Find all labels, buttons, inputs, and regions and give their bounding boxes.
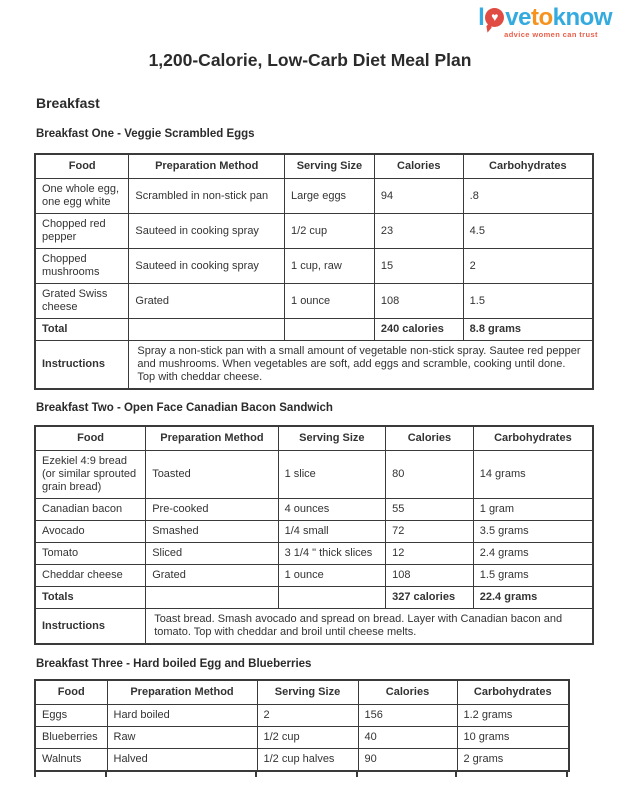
value-cell: 1 ounce [278, 565, 385, 587]
food-row [35, 179, 593, 214]
logo-tagline: advice women can trust [504, 30, 598, 39]
food-row [35, 521, 593, 543]
value-cell: 2 grams [457, 749, 569, 772]
value-cell: 1 slice [278, 451, 385, 499]
value-cell: 2 [257, 705, 358, 727]
value-cell: 1/2 cup halves [257, 749, 358, 772]
food-cell: Chopped red pepper [35, 214, 129, 249]
value-cell: 72 [386, 521, 474, 543]
food-cell: Chopped mushrooms [35, 249, 129, 284]
page-title: 1,200-Calorie, Low-Carb Diet Meal Plan [148, 50, 472, 70]
food-cell: Eggs [35, 705, 107, 727]
value-cell: 1 ounce [285, 284, 375, 319]
value-cell: Pre-cooked [146, 499, 278, 521]
food-cell: Blueberries [35, 727, 107, 749]
total-cell: 327 calories [386, 587, 474, 609]
value-cell: 1.5 [463, 284, 593, 319]
table-cutoff-stubs [34, 772, 568, 777]
food-row [35, 249, 593, 284]
total-row [35, 319, 593, 341]
heart-speech-bubble-icon [485, 8, 504, 27]
value-cell: Smashed [146, 521, 278, 543]
value-cell: 1 cup, raw [285, 249, 375, 284]
column-header: Calories [374, 154, 463, 179]
value-cell: 108 [374, 284, 463, 319]
total-row [35, 587, 593, 609]
food-cell: Walnuts [35, 749, 107, 772]
value-cell: 94 [374, 179, 463, 214]
value-cell: 3.5 grams [473, 521, 593, 543]
column-header: Serving Size [257, 680, 358, 705]
value-cell: 14 grams [473, 451, 593, 499]
breakfast-one-table [34, 153, 594, 390]
logo-text-ve: ve [505, 4, 531, 31]
value-cell: 90 [358, 749, 457, 772]
value-cell: 15 [374, 249, 463, 284]
food-row [35, 749, 569, 772]
total-cell [278, 587, 385, 609]
food-cell: Avocado [35, 521, 146, 543]
value-cell: Halved [107, 749, 257, 772]
header-row [35, 426, 593, 451]
section-heading-breakfast: Breakfast [36, 95, 100, 111]
instructions-label: Instructions [35, 341, 129, 390]
breakfast-two-table [34, 425, 594, 645]
meal-title-breakfast-one: Breakfast One - Veggie Scrambled Eggs [36, 128, 255, 140]
value-cell: Large eggs [285, 179, 375, 214]
value-cell: .8 [463, 179, 593, 214]
instructions-row [35, 341, 593, 390]
value-cell: Grated [146, 565, 278, 587]
food-row [35, 543, 593, 565]
column-header: Serving Size [285, 154, 375, 179]
logo-text-know: know [552, 4, 612, 31]
value-cell: Sauteed in cooking spray [129, 214, 285, 249]
value-cell: 1/2 cup [285, 214, 375, 249]
column-header: Carbohydrates [457, 680, 569, 705]
food-cell: Cheddar cheese [35, 565, 146, 587]
value-cell: 12 [386, 543, 474, 565]
column-header: Food [35, 426, 146, 451]
value-cell: 108 [386, 565, 474, 587]
column-header: Food [35, 680, 107, 705]
column-header: Preparation Method [107, 680, 257, 705]
total-cell: 22.4 grams [473, 587, 593, 609]
food-cell: Tomato [35, 543, 146, 565]
column-header: Food [35, 154, 129, 179]
value-cell: 80 [386, 451, 474, 499]
header-row [35, 680, 569, 705]
meal-title-breakfast-two: Breakfast Two - Open Face Canadian Bacon Sandwich [36, 402, 333, 414]
logo-text-to: to [531, 4, 553, 31]
total-cell [129, 319, 285, 341]
value-cell: Raw [107, 727, 257, 749]
value-cell: 1 gram [473, 499, 593, 521]
food-cell: Ezekiel 4:9 bread (or similar sprouted grain bread) [35, 451, 146, 499]
value-cell: 1/4 small [278, 521, 385, 543]
food-row [35, 284, 593, 319]
total-cell: 240 calories [374, 319, 463, 341]
total-cell: 8.8 grams [463, 319, 593, 341]
instructions-row [35, 609, 593, 645]
instructions-text: Toast bread. Smash avocado and spread on bread. Layer with Canadian bacon and tomato. Top with cheddar and broil until cheese melts. [146, 609, 593, 645]
lovetoknow-logo [478, 6, 612, 39]
column-header: Calories [358, 680, 457, 705]
instructions-text: Spray a non-stick pan with a small amount of vegetable non-stick spray. Sautee red pepper and mushrooms. When vegetables are soft, add eggs and scramble, cooking until done. Top with cheddar cheese. [129, 341, 593, 390]
value-cell: 4 ounces [278, 499, 385, 521]
value-cell: 10 grams [457, 727, 569, 749]
column-header: Calories [386, 426, 474, 451]
value-cell: 55 [386, 499, 474, 521]
food-row [35, 705, 569, 727]
column-header: Carbohydrates [463, 154, 593, 179]
meal-title-breakfast-three: Breakfast Three - Hard boiled Egg and Blueberries [36, 658, 312, 670]
value-cell: 2.4 grams [473, 543, 593, 565]
food-row [35, 499, 593, 521]
column-header: Preparation Method [146, 426, 278, 451]
instructions-label: Instructions [35, 609, 146, 645]
food-row [35, 727, 569, 749]
food-row [35, 565, 593, 587]
value-cell: Scrambled in non-stick pan [129, 179, 285, 214]
value-cell: 1/2 cup [257, 727, 358, 749]
value-cell: 23 [374, 214, 463, 249]
total-cell [146, 587, 278, 609]
column-header: Carbohydrates [473, 426, 593, 451]
header-row [35, 154, 593, 179]
value-cell: 40 [358, 727, 457, 749]
food-cell: Canadian bacon [35, 499, 146, 521]
column-header: Serving Size [278, 426, 385, 451]
value-cell: 1.5 grams [473, 565, 593, 587]
value-cell: Toasted [146, 451, 278, 499]
value-cell: 2 [463, 249, 593, 284]
value-cell: Grated [129, 284, 285, 319]
value-cell: 156 [358, 705, 457, 727]
value-cell: Sauteed in cooking spray [129, 249, 285, 284]
total-cell: Total [35, 319, 129, 341]
total-cell [285, 319, 375, 341]
total-cell: Totals [35, 587, 146, 609]
value-cell: Hard boiled [107, 705, 257, 727]
food-row [35, 214, 593, 249]
food-cell: One whole egg, one egg white [35, 179, 129, 214]
food-row [35, 451, 593, 499]
logo-letter-l: l [478, 4, 485, 31]
logo-wordmark [478, 6, 612, 30]
food-cell: Grated Swiss cheese [35, 284, 129, 319]
breakfast-three-table [34, 679, 570, 772]
value-cell: 1.2 grams [457, 705, 569, 727]
value-cell: Sliced [146, 543, 278, 565]
value-cell: 4.5 [463, 214, 593, 249]
heart-icon: ♥ [491, 10, 499, 24]
value-cell: 3 1/4 " thick slices [278, 543, 385, 565]
column-header: Preparation Method [129, 154, 285, 179]
